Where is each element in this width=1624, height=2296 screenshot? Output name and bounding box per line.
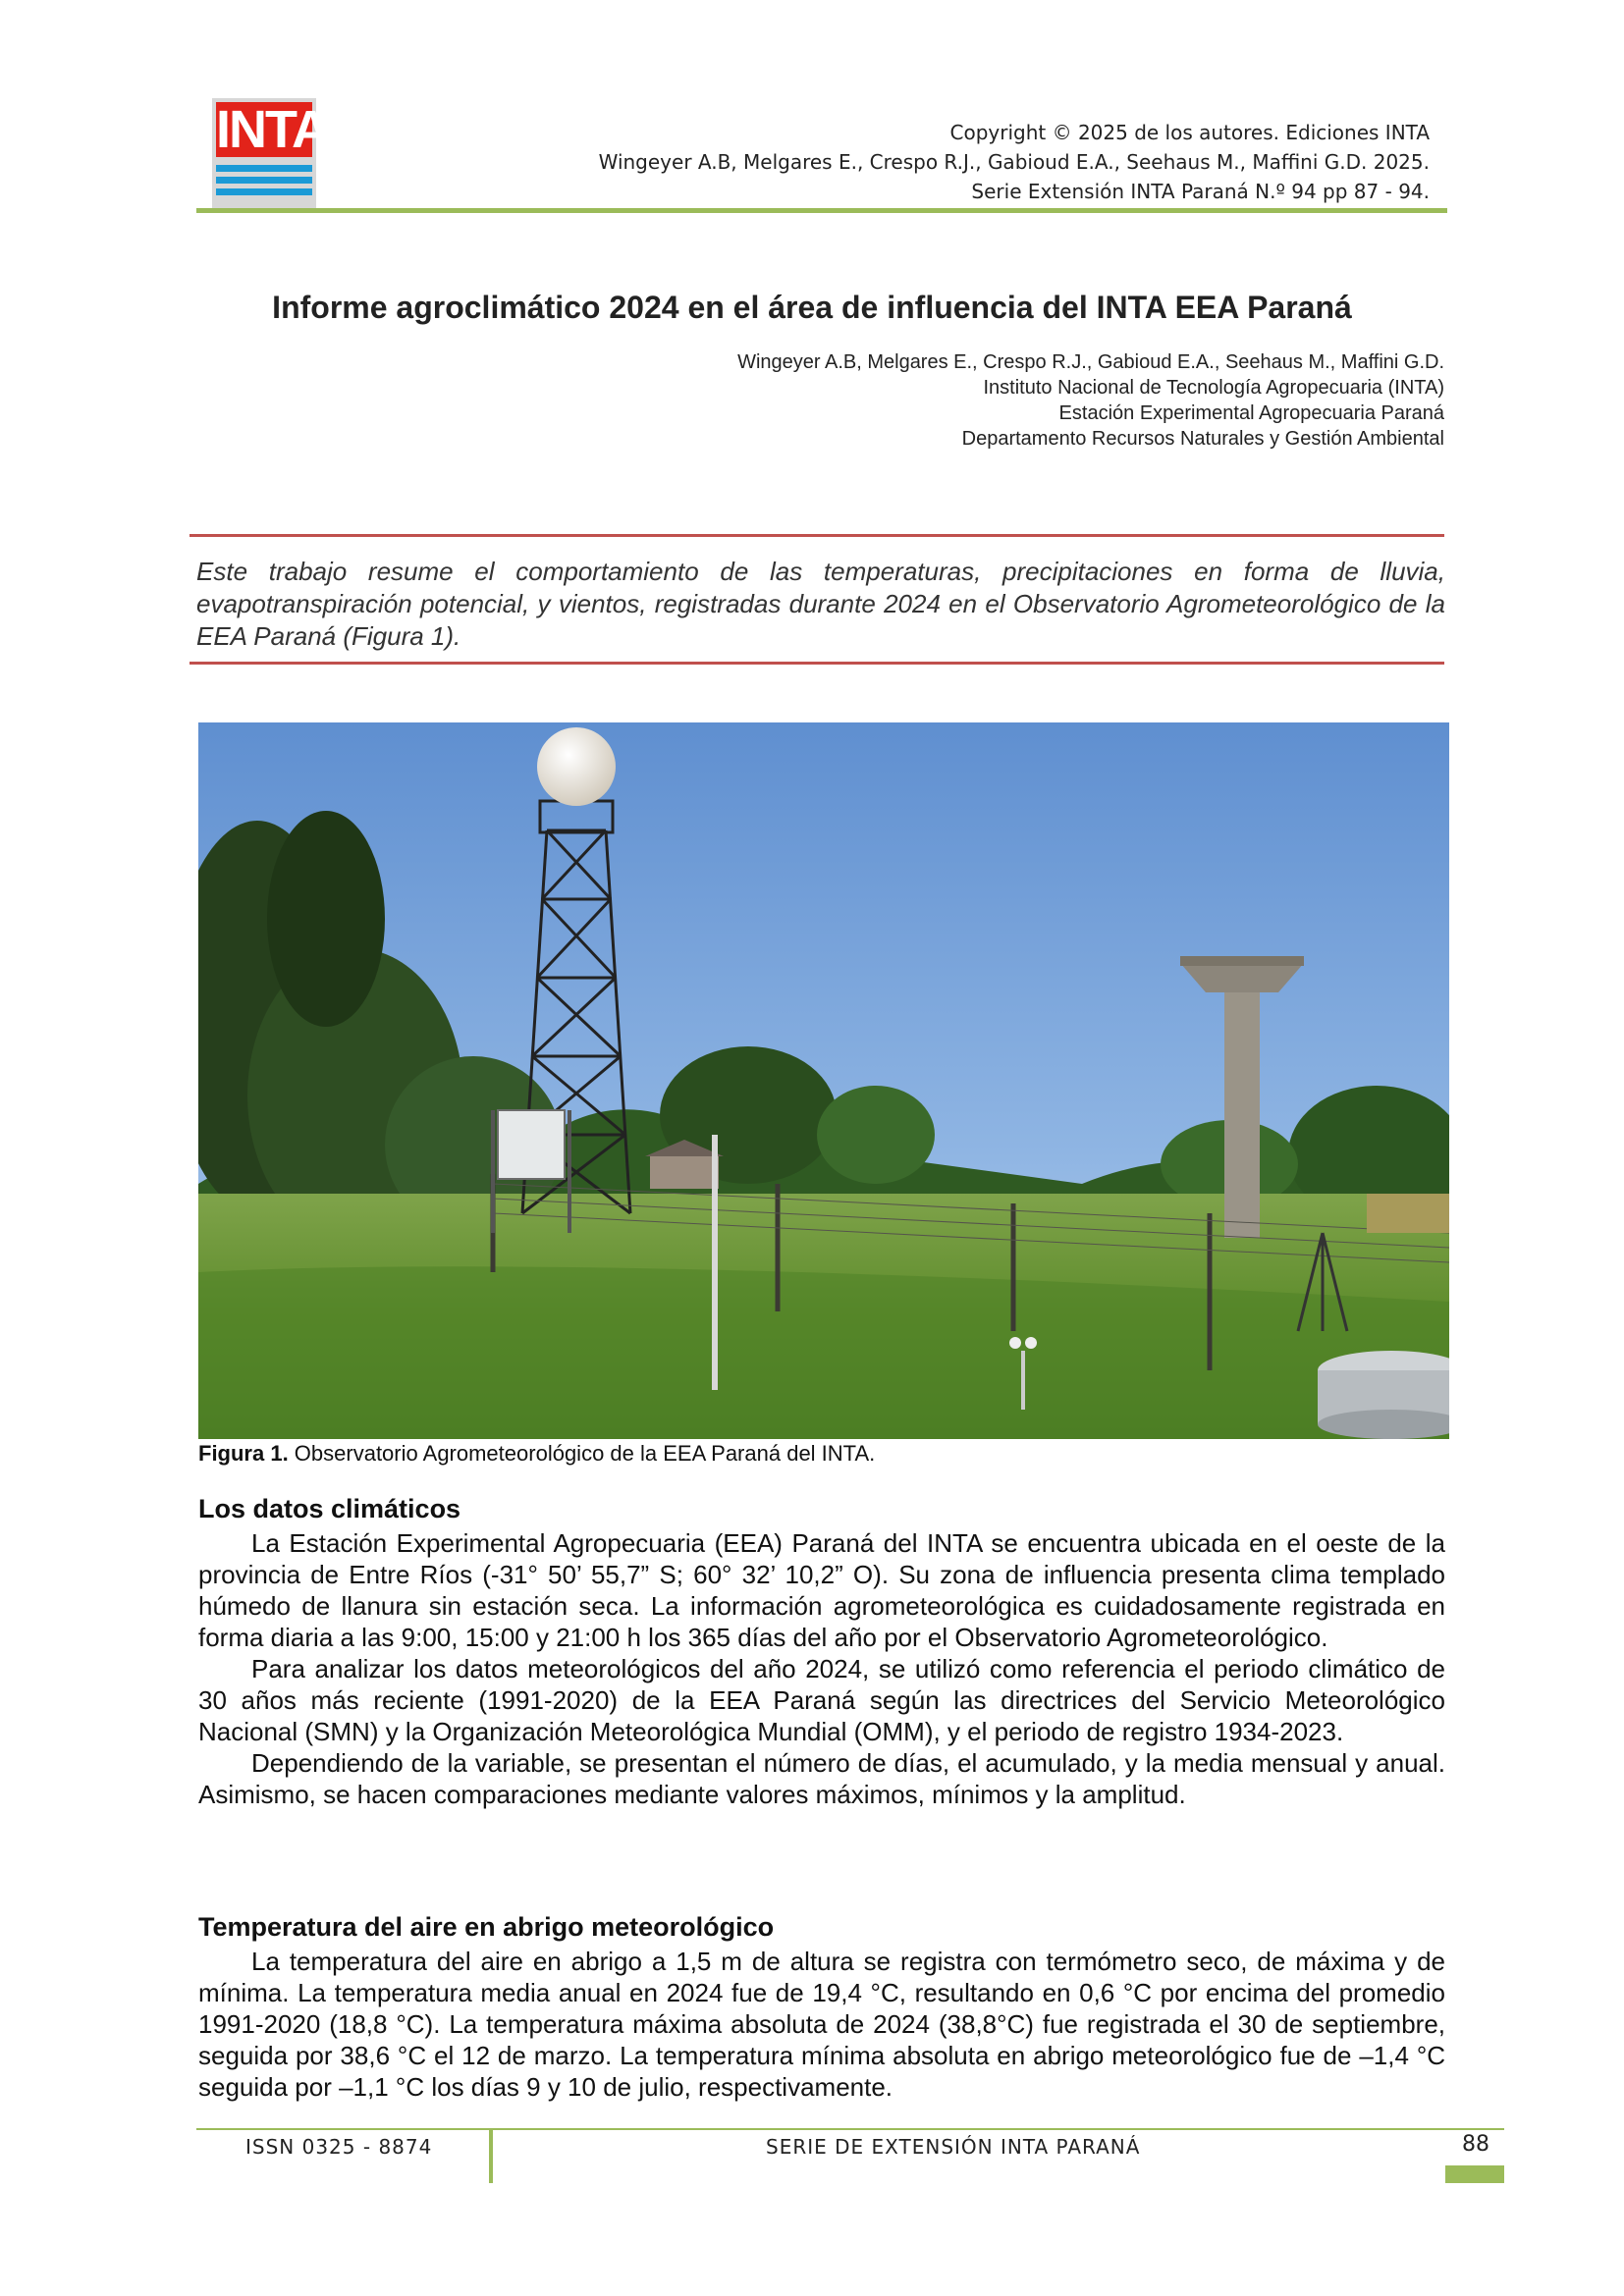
footer-divider: [196, 2128, 1504, 2130]
page-number: 88: [1462, 2132, 1489, 2157]
paragraph: La temperatura del aire en abrigo a 1,5 m de altura se registra con termómetro seco, de máxima y de mínima. La temperatura media anual en 2024 fue de 19,4 °C, resultando en 0,6 °C por encima del promedio 1991-2020 (18,8 °C). La temperatura máxima absoluta de 2024 (38,8°C) fue registrada el 30 de septiembre, seguida por 38,6 °C el 12 de marzo. La temperatura mínima absoluta en abrigo meteorológico fue de –1,4 °C seguida por –1,1 °C los días 9 y 10 de julio, respectivamente.: [198, 1947, 1445, 2102]
section-heading: Temperatura del aire en abrigo meteorológico: [198, 1912, 775, 1942]
institution: Instituto Nacional de Tecnología Agropecuaria (INTA): [983, 377, 1444, 399]
paragraph: Para analizar los datos meteorológicos del año 2024, se utilizó como referencia el periodo climático de 30 años más reciente (1991-2020) de la EEA Paraná según las directrices del Servicio Meteorológico Nacional (SMN) y la Organización Meteorológica Mundial (OMM), y el periodo de registro 1934-2023.: [198, 1654, 1445, 1746]
figure-caption-text: Observatorio Agrometeorológico de la EEA Paraná del INTA.: [288, 1441, 876, 1466]
abstract: Este trabajo resume el comportamiento de las temperaturas, precipitaciones en forma de lluvia, evapotranspiración potencial, y vientos, registradas durante 2024 en el Observatorio Agrometeorológico de la EEA Paraná (Figura 1).: [196, 557, 1445, 651]
section-heading: Los datos climáticos: [198, 1494, 461, 1523]
section-body: [198, 1946, 1445, 2103]
section-body: [198, 1527, 1445, 1810]
inta-logo: [212, 98, 328, 208]
issn: ISSN 0325 - 8874: [245, 2135, 433, 2159]
figure-caption: [198, 1441, 875, 1467]
page-number-tab: [1445, 2165, 1504, 2183]
abstract-top-rule: [189, 534, 1444, 537]
paragraph: La Estación Experimental Agropecuaria (EEA) Paraná del INTA se encuentra ubicada en el oeste de la provincia de Entre Ríos (-31° 50’ 55,7” S; 60° 32’ 10,2” O). Su zona de influencia presenta clima templado húmedo de llanura sin estación seca. La información agrometeorológica es cuidadosamente registrada en forma diaria a las 9:00, 15:00 y 21:00 h los 365 días del año por el Observatorio Agrometeorológico.: [198, 1528, 1445, 1652]
footer-separator: [489, 2128, 493, 2183]
series-line: Serie Extensión INTA Paraná N.º 94 pp 87 - 94.: [971, 180, 1430, 203]
department: Departamento Recursos Naturales y Gestión Ambiental: [961, 428, 1444, 450]
abstract-bottom-rule: [189, 662, 1444, 665]
affiliation-block: [737, 349, 1444, 452]
citation-line: Wingeyer A.B, Melgares E., Crespo R.J., Gabioud E.A., Seehaus M., Maffini G.D. 2025.: [598, 150, 1430, 174]
series-name: SERIE DE EXTENSIÓN INTA PARANÁ: [766, 2135, 1141, 2159]
observatory-photo: [198, 722, 1449, 1439]
logo-text: INTA: [216, 100, 328, 159]
figure-label: Figura 1.: [198, 1441, 289, 1466]
header-divider: [196, 208, 1447, 213]
logo-stripe: [216, 188, 312, 195]
copyright-line: Copyright © 2025 de los autores. Ediciones INTA: [949, 121, 1430, 144]
authors: Wingeyer A.B, Melgares E., Crespo R.J., Gabioud E.A., Seehaus M., Maffini G.D.: [737, 351, 1444, 373]
paragraph: Dependiendo de la variable, se presentan el número de días, el acumulado, y la media mensual y anual. Asimismo, se hacen comparaciones mediante valores máximos, mínimos y la amplitud.: [198, 1748, 1445, 1809]
logo-stripe: [216, 165, 312, 172]
document-title: Informe agroclimático 2024 en el área de influencia del INTA EEA Paraná: [272, 290, 1352, 325]
copyright-block: [599, 118, 1430, 206]
logo-stripe: [216, 177, 312, 184]
station: Estación Experimental Agropecuaria Paraná: [1058, 402, 1444, 424]
